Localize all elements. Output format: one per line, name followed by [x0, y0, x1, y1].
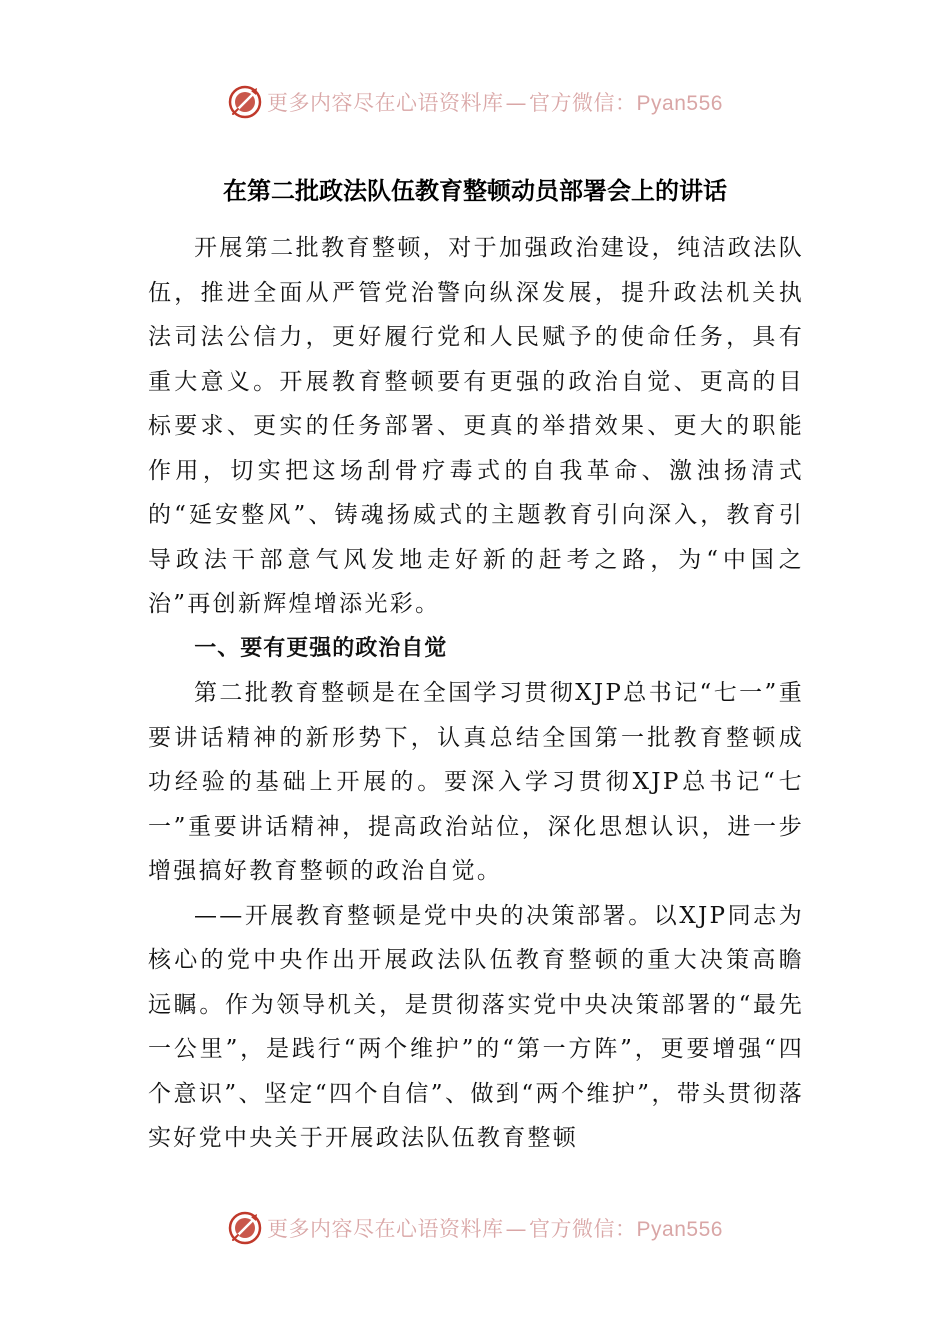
intro-paragraph: 开展第二批教育整顿，对于加强政治建设，纯洁政法队伍，推进全面从严管党治警向纵深发展，提升政法机关执法司法公信力，更好履行党和人民赋予的使命任务，具有重大意义。开展教育整顿要有更强的政治自觉、更高的目标要求、更实的任务部署、更真的举措效果、更大的职能作用，切实把这场刮骨疗毒式的自我革命、激浊扬清式的“延安整风”、铸魂扬威式的主题教育引向深入，教育引导政法干部意气风发地走好新的赶考之路，为“中国之治”再创新辉煌增添光彩。: [148, 235, 804, 617]
document-title: 在第二批政法队伍教育整顿动员部署会上的讲话: [223, 177, 727, 205]
pen-seal-icon: [227, 1210, 263, 1246]
watermark-text: 更多内容尽在心语资料库—官方微信：Pyan556: [267, 1217, 723, 1241]
pen-seal-icon: [227, 84, 263, 120]
section1-paragraph-1: 第二批教育整顿是在全国学习贯彻XJP总书记“七一”重要讲话精神的新形势下，认真总结全国第一批教育整顿成功经验的基础上开展的。要深入学习贯彻XJP总书记“七一”重要讲话精神，提高政治站位，深化思想认识，进一步增强搞好教育整顿的政治自觉。: [148, 680, 804, 884]
watermark-banner-bottom: [0, 1208, 950, 1248]
watermark-text: 更多内容尽在心语资料库—官方微信：Pyan556: [267, 91, 723, 115]
section-heading-1: 一、要有更强的政治自觉: [194, 635, 448, 661]
section1-paragraph-2: ——开展教育整顿是党中央的决策部署。以XJP同志为核心的党中央作出开展政法队伍教育整顿的重大决策高瞻远瞩。作为领导机关，是贯彻落实党中央决策部署的“最先一公里”，是践行“两个维护”的“第一方阵”，更要增强“四个意识”、坚定“四个自信”、做到“两个维护”，带头贯彻落实好党中央关于开展政法队伍教育整顿: [148, 902, 804, 1151]
document-body: [148, 226, 804, 1161]
watermark-banner-top: [0, 82, 950, 122]
